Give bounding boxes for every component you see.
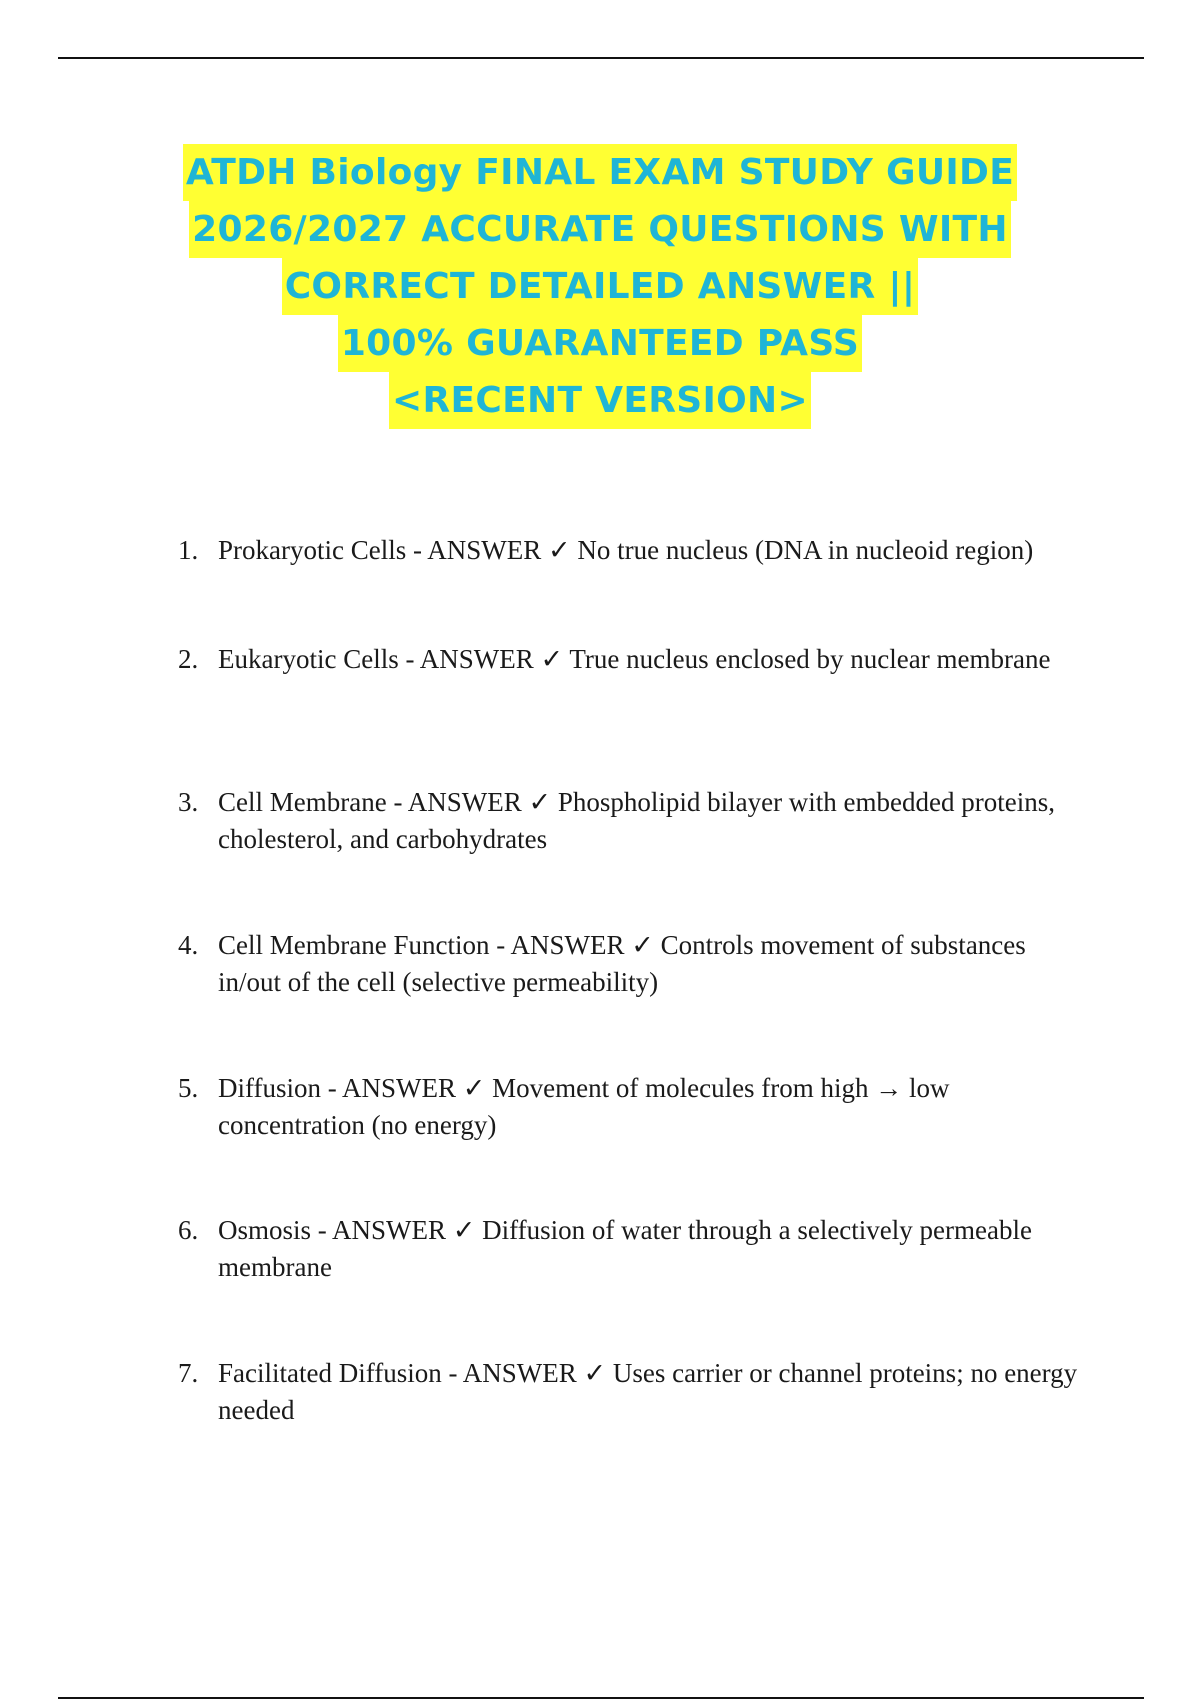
item-text: Facilitated Diffusion - ANSWER ✓ Uses carrier or channel proteins; no energy needed — [218, 1358, 1078, 1425]
bottom-rule — [58, 1697, 1144, 1699]
item-number: 4. — [178, 930, 199, 960]
item-text: Cell Membrane Function - ANSWER ✓ Controls movement of substances in/out of the cell (selective permeability) — [218, 930, 1026, 997]
title-line-2: 2026/2027 ACCURATE QUESTIONS WITH — [189, 201, 1011, 258]
title-line-3: CORRECT DETAILED ANSWER || — [282, 258, 919, 315]
title-line-4: 100% GUARANTEED PASS — [338, 315, 862, 372]
title-line-5: <RECENT VERSION> — [389, 372, 811, 429]
item-number: 1. — [178, 535, 199, 565]
item-number: 2. — [178, 644, 199, 674]
item-number: 3. — [178, 787, 199, 817]
item-text: Osmosis - ANSWER ✓ Diffusion of water through a selectively permeable membrane — [218, 1215, 1032, 1282]
item-text: Cell Membrane - ANSWER ✓ Phospholipid bilayer with embedded proteins, cholesterol, and carbohydrates — [218, 787, 1055, 854]
item-number: 7. — [178, 1358, 199, 1388]
document-title — [60, 144, 1140, 429]
item-text: Prokaryotic Cells - ANSWER ✓ No true nucleus (DNA in nucleoid region) — [218, 535, 1034, 565]
item-text: Diffusion - ANSWER ✓ Movement of molecules from high → low concentration (no energy) — [218, 1073, 950, 1140]
item-text: Eukaryotic Cells - ANSWER ✓ True nucleus enclosed by nuclear membrane — [218, 644, 1051, 674]
item-number: 5. — [178, 1073, 199, 1103]
top-rule — [58, 57, 1144, 59]
title-line-1: ATDH Biology FINAL EXAM STUDY GUIDE — [183, 144, 1017, 201]
item-number: 6. — [178, 1215, 199, 1245]
